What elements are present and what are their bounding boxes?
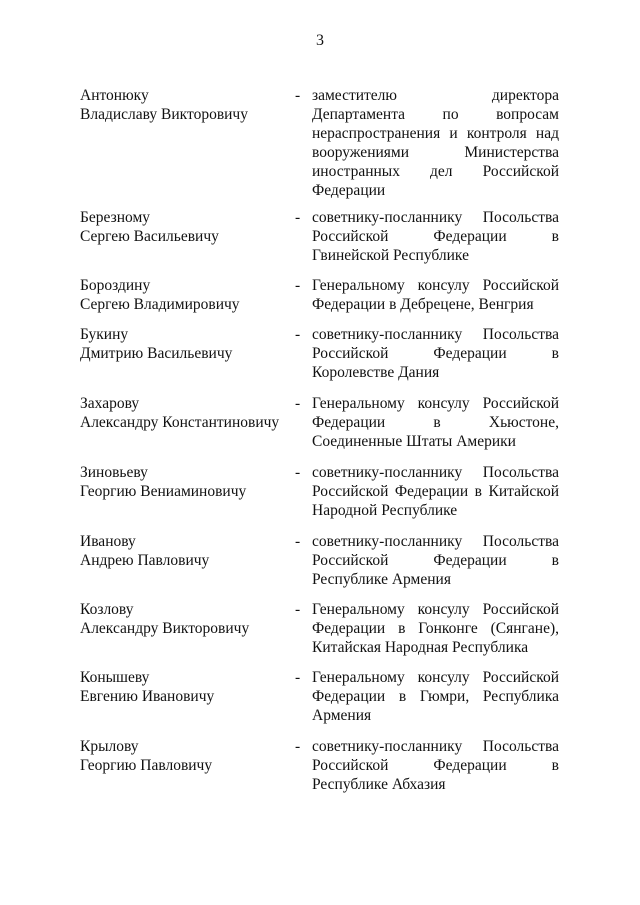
position-line: Российской Федерации в — [312, 345, 559, 362]
surname: Захарову — [80, 395, 140, 412]
position-line: Республике Армения — [312, 571, 451, 588]
position-line: советнику-посланнику Посольства — [312, 533, 559, 550]
given-names: Андрею Павловичу — [80, 552, 210, 569]
position-line: Российской Федерации в — [312, 228, 559, 245]
position-line: заместителю директора — [312, 87, 559, 104]
position-text — [312, 208, 559, 265]
position-text — [312, 394, 559, 451]
position-line: Российской Федерации в — [312, 757, 559, 774]
position-line: Китайская Народная Республика — [312, 639, 529, 656]
given-names: Евгению Ивановичу — [80, 688, 215, 705]
position-text — [312, 325, 559, 382]
given-names: Георгию Павловичу — [80, 757, 213, 774]
page-number: 3 — [316, 32, 324, 49]
given-names: Сергею Васильевичу — [80, 228, 219, 245]
person-name — [80, 325, 290, 363]
position-line: Генеральному консулу Российской — [312, 669, 559, 686]
dash-separator: - — [295, 209, 301, 226]
position-line: Генеральному консулу Российской — [312, 395, 559, 412]
dash-separator: - — [295, 326, 301, 343]
position-line: Федерации в Гюмри, Республика — [312, 688, 559, 705]
position-line: Генеральному консулу Российской — [312, 277, 559, 294]
position-line: Народной Республике — [312, 502, 458, 519]
position-text — [312, 668, 559, 725]
position-text — [312, 463, 559, 520]
person-name — [80, 532, 290, 570]
position-line: советнику-посланнику Посольства — [312, 464, 559, 481]
position-line: советнику-посланнику Посольства — [312, 326, 559, 343]
dash-separator: - — [295, 669, 301, 686]
surname: Козлову — [80, 601, 134, 618]
person-name — [80, 737, 290, 775]
position-line: Федерации в Хьюстоне, — [312, 414, 559, 431]
surname: Антонюку — [80, 87, 149, 104]
position-text — [312, 600, 559, 657]
person-name — [80, 394, 290, 432]
position-line: Гвинейской Республике — [312, 247, 469, 264]
given-names: Георгию Вениаминовичу — [80, 483, 247, 500]
dash-separator: - — [295, 395, 301, 412]
position-line: Федерации в Гонконге (Сянгане), — [312, 620, 559, 637]
given-names: Александру Викторовичу — [80, 620, 250, 637]
position-line: Армения — [312, 707, 372, 724]
position-line: Департамента по вопросам — [312, 106, 559, 123]
dash-separator: - — [295, 601, 301, 618]
dash-separator: - — [295, 87, 301, 104]
position-line: Российской Федерации в — [312, 552, 559, 569]
position-line: Федерации — [312, 182, 386, 199]
position-line: Российской Федерации в Китайской — [312, 483, 559, 500]
position-line: Соединенные Штаты Америки — [312, 433, 516, 450]
given-names: Владиславу Викторовичу — [80, 106, 248, 123]
dash-separator: - — [295, 464, 301, 481]
surname: Зиновьеву — [80, 464, 148, 481]
surname: Березному — [80, 209, 151, 226]
given-names: Александру Константиновичу — [80, 414, 280, 431]
position-line: советнику-посланнику Посольства — [312, 738, 559, 755]
person-name — [80, 668, 290, 706]
position-line: советнику-посланнику Посольства — [312, 209, 559, 226]
dash-separator: - — [295, 277, 301, 294]
position-line: Генеральному консулу Российской — [312, 601, 559, 618]
person-name — [80, 600, 290, 638]
surname: Бороздину — [80, 277, 151, 294]
position-line: нераспространения и контроля над — [312, 125, 559, 142]
position-text — [312, 737, 559, 794]
position-text — [312, 86, 559, 200]
position-text — [312, 276, 559, 314]
person-name — [80, 208, 290, 246]
surname: Крылову — [80, 738, 139, 755]
person-name — [80, 86, 290, 124]
given-names: Дмитрию Васильевичу — [80, 345, 233, 362]
position-line: Республике Абхазия — [312, 776, 446, 793]
dash-separator: - — [295, 738, 301, 755]
person-name — [80, 276, 290, 314]
surname: Иванову — [80, 533, 136, 550]
person-name — [80, 463, 290, 501]
position-line: Федерации в Дебрецене, Венгрия — [312, 296, 534, 313]
surname: Букину — [80, 326, 129, 343]
surname: Конышеву — [80, 669, 150, 686]
position-line: вооружениями Министерства — [312, 144, 559, 161]
position-line: иностранных дел Российской — [312, 163, 559, 180]
dash-separator: - — [295, 533, 301, 550]
given-names: Сергею Владимировичу — [80, 296, 240, 313]
position-line: Королевстве Дания — [312, 364, 440, 381]
position-text — [312, 532, 559, 589]
